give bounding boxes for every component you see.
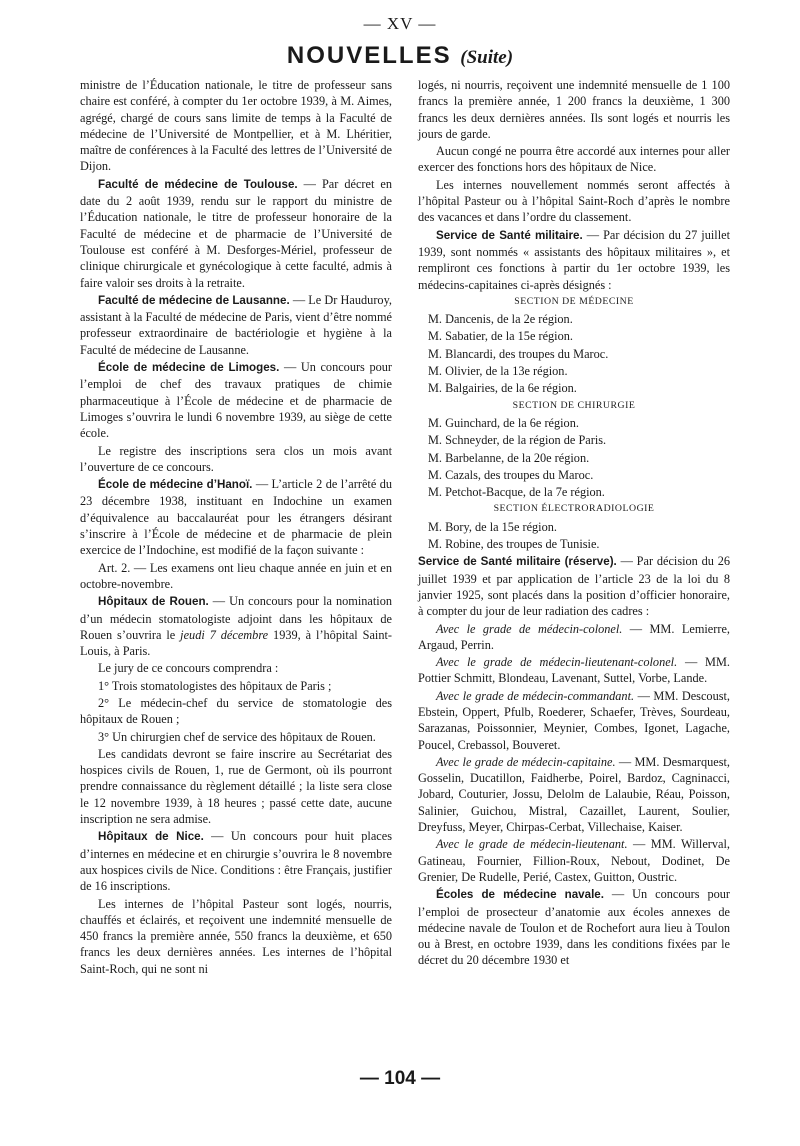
- list-item: M. Bory, de la 15e région.: [428, 519, 557, 534]
- grade-label: Avec le grade de médecin-colonel.: [436, 621, 623, 636]
- paragraph: Aucun congé ne pourra être accordé aux internes pour aller exercer des fonctions hors des hôpitaux de Nice.: [418, 144, 730, 175]
- section-heading: École de médecine d’Hanoï.: [98, 478, 253, 492]
- left-column: [80, 77, 392, 978]
- section-heading: Hôpitaux de Nice.: [98, 830, 204, 844]
- list-item: M. Sabatier, de la 15e région.: [428, 329, 573, 344]
- section-heading: École de médecine de Limoges.: [98, 361, 280, 375]
- paragraph: [80, 828, 392, 894]
- page-roman-numeral: — XV —: [363, 14, 437, 33]
- paragraph: [418, 553, 730, 619]
- paragraph-text: — MM. Willerval, Gatineau, Fournier, Fillion-Roux, Nebout, Dodinet, De Grenier, De Rudelle, Perié, Castex, Guitton, Oustric.: [418, 837, 730, 884]
- paragraph-text: — Le Dr Hauduroy, assistant à la Faculté de médecine de Paris, vient d’être nommé professeur extraordinaire de bactériologie et hygiène à la Faculté de médecine de Lausanne.: [80, 292, 392, 357]
- paragraph: [418, 688, 730, 753]
- paragraph: [418, 754, 730, 835]
- paragraph: [418, 621, 730, 654]
- paragraph: [418, 227, 730, 293]
- list-item: M. Robine, des troupes de Tunisie.: [428, 537, 600, 552]
- list-item: M. Balgairies, de la 6e région.: [428, 381, 577, 396]
- paragraph-text: — MM. Lemierre, Argaud, Perrin.: [418, 621, 730, 652]
- paragraph: [80, 476, 392, 558]
- list-item: M. Guinchard, de la 6e région.: [428, 415, 579, 430]
- title-suffix: (Suite): [460, 47, 514, 68]
- paragraph: Les internes nouvellement nommés seront affectés à l’hôpital Pasteur ou à l’hôpital Saint-Roch d’après le nombre des vacances et dans l’ordre du classement.: [418, 177, 730, 225]
- name-list: [418, 311, 730, 396]
- paragraph: Les candidats devront se faire inscrire au Secrétariat des hospices civils de Rouen, 1, rue de Germont, où ils pourront prendre connaissance du règlement détaillé ; la liste sera close le 12 novembre 1939, à 18 heures ; passé cette date, aucune inscription ne sera admise.: [80, 746, 392, 827]
- italic-date: jeudi 7 décembre: [180, 627, 269, 642]
- paragraph-text: — Un concours pour l’emploi de chef des travaux pratiques de chimie pharmaceutique à l’École de médecine et de pharmacie de Limoges s’ouvrira le lundi 6 novembre 1939, au siège de cette école.: [80, 360, 392, 441]
- paragraph: ministre de l’Éducation nationale, le titre de professeur sans chaire est conféré, à compter du 1er octobre 1939, à M. Aimes, agrégé, chargé de cours sans limite de temps à la Faculté de médecine de l’Université de Montpellier, et à M. Lhéritier, maître de conférences à la Faculté des lettres de l’Université de Dijon.: [80, 78, 392, 174]
- paragraph-text: — MM. Descoust, Ebstein, Oppert, Pfulb, Roederer, Schaefer, Trèves, Sourdeau, Sarazanas, Poissonnier, Meynier, Combes, Igonet, Lagache, Poucel, Crebassol, Bouveret.: [418, 688, 730, 752]
- section-heading: Faculté de médecine de Toulouse.: [98, 177, 298, 191]
- grade-label: Avec le grade de médecin-lieutenant-colonel.: [436, 655, 678, 670]
- grade-label: Avec le grade de médecin-lieutenant.: [436, 837, 628, 852]
- list-item: 1° Trois stomatologistes des hôpitaux de Paris ;: [98, 678, 332, 693]
- section-heading: Hôpitaux de Rouen.: [98, 595, 209, 609]
- paragraph-text: 1939, à l’hôpital Saint-Louis, à Paris.: [80, 627, 392, 659]
- paragraph-text: — MM. Pottier Schmitt, Blondeau, Lavenant, Suttel, Vorbe, Lande.: [418, 655, 731, 686]
- list-item: M. Barbelanne, de la 20e région.: [428, 450, 590, 465]
- paragraph: logés, ni nourris, reçoivent une indemnité mensuelle de 1 100 francs la première année, 1 200 francs la deuxième, 1 300 francs les deux dernières années. Ils sont logés et nourris les jours de garde.: [418, 78, 730, 141]
- paragraph-text: — Un concours pour huit places d’internes en médecine et en chirurgie s’ouvrira le 8 novembre aux hospices civils de Nice. Conditions : être Français, justifier de 16 inscriptions.: [80, 829, 393, 894]
- name-list: [418, 415, 730, 500]
- paragraph-text: — Par décision du 26 juillet 1939 et par application de l’article 23 de la loi du 8 janvier 1925, sont placés dans la position d’officier honoraire, à compter du jour de leur radiation des cadres :: [418, 554, 730, 619]
- paragraph-text: — Un concours pour l’emploi de prosecteur d’anatomie aux écoles annexes de médecine navale de Toulon et de Rochefort aura lieu à Toulon ou à Brest, en octobre 1939, dans les conditions fixées par le décret du 20 décembre 1930 et: [418, 887, 731, 968]
- list-item: M. Petchot-Bacque, de la 7e région.: [428, 485, 605, 500]
- paragraph: [418, 654, 730, 687]
- paragraph: [80, 359, 392, 441]
- grade-label: Avec le grade de médecin-commandant.: [436, 688, 635, 703]
- subsection-heading: SECTION DE MÉDECINE: [514, 295, 634, 307]
- paragraph-text: — Un concours pour la nomination d’un médecin stomatologiste adjoint dans les hôpitaux de Rouen s’ouvrira le: [80, 594, 393, 642]
- grade-label: Avec le grade de médecin-capitaine.: [436, 754, 616, 769]
- paragraph: [418, 836, 730, 885]
- paragraph: Le registre des inscriptions sera clos un mois avant l’ouverture de ce concours.: [80, 443, 392, 474]
- paragraph: [418, 886, 730, 968]
- paragraph: Le jury de ce concours comprendra :: [98, 661, 279, 676]
- subsection-heading: SECTION DE CHIRURGIE: [512, 399, 636, 411]
- name-list: [418, 519, 730, 553]
- list-item: M. Schneyder, de la région de Paris.: [428, 433, 607, 448]
- list-item: M. Dancenis, de la 2e région.: [428, 312, 573, 327]
- list-item: 3° Un chirurgien chef de service des hôpitaux de Rouen.: [98, 729, 376, 744]
- section-heading: Écoles de médecine navale.: [436, 888, 604, 902]
- paragraph: Art. 2. — Les examens ont lieu chaque année en juin et en octobre-novembre.: [80, 560, 392, 591]
- subsection-heading: SECTION ÉLECTRORADIOLOGIE: [493, 503, 655, 515]
- paragraph-text: — MM. Desmarquest, Gosselin, Ducatillon, Faidherbe, Poirel, Bardoz, Cagninacci, Jobard, Couturier, Jossu, Delolm de Lalaubie, Réau, Poisson, Salinier, Guichou, Mistral, Cazaillet, Laurent, Soulier, Dreyfuss, Meyer, Chirpas-Cerbat, Villechaise, Kaiser.: [418, 754, 731, 835]
- paragraph: [80, 176, 392, 291]
- list-item: 2° Le médecin-chef du service de stomatologie des hôpitaux de Rouen ;: [80, 695, 392, 727]
- section-heading: Service de Santé militaire (réserve).: [418, 555, 617, 569]
- list-item: M. Cazals, des troupes du Maroc.: [428, 467, 594, 482]
- section-heading: Faculté de médecine de Lausanne.: [98, 293, 290, 307]
- paragraph: Les internes de l’hôpital Pasteur sont logés, nourris, chauffés et éclairés, et reçoivent une indemnité mensuelle de 450 francs la première année, 550 francs la deuxième, et 650 francs les deux dernières années. Les internes de l’hôpital Saint-Roch, qui ne sont ni: [80, 896, 392, 976]
- paragraph: [80, 593, 392, 659]
- list-item: M. Olivier, de la 13e région.: [428, 364, 568, 379]
- paragraph: [80, 292, 392, 358]
- page-title: [0, 42, 800, 70]
- paragraph-text: — Par décision du 27 juillet 1939, sont nommés « assistants des hôpitaux militaires », et rempliront ces fonctions à partir du 1er octobre 1939, les médecins-capitaines ci-après désignés :: [418, 227, 730, 292]
- right-column: [418, 77, 730, 970]
- page-number: — 104 —: [359, 1068, 441, 1089]
- list-item: M. Blancardi, des troupes du Maroc.: [428, 346, 609, 361]
- title-text: NOUVELLES: [286, 42, 452, 69]
- paragraph-text: — Par décret en date du 2 août 1939, rendu sur le rapport du ministre de l’Éducation nationale, le titre de professeur honoraire de la Faculté de médecine et de pharmacie de l’Université de Toulouse est conféré à M. Desforges-Mériel, professeur de clinique chirurgicale et gynécologique à cette faculté, admis à faire valoir ses droits à la retraite.: [80, 176, 392, 290]
- paragraph-text: — L’article 2 de l’arrêté du 23 décembre 1938, instituant en Indochine un examen d’équivalence au baccalauréat pour les étrangers désirant s’inscrire à l’École de médecine et de pharmacie de plein exercice de l’Indochine, est modifié de la façon suivante :: [80, 477, 393, 558]
- section-heading: Service de Santé militaire.: [436, 228, 583, 242]
